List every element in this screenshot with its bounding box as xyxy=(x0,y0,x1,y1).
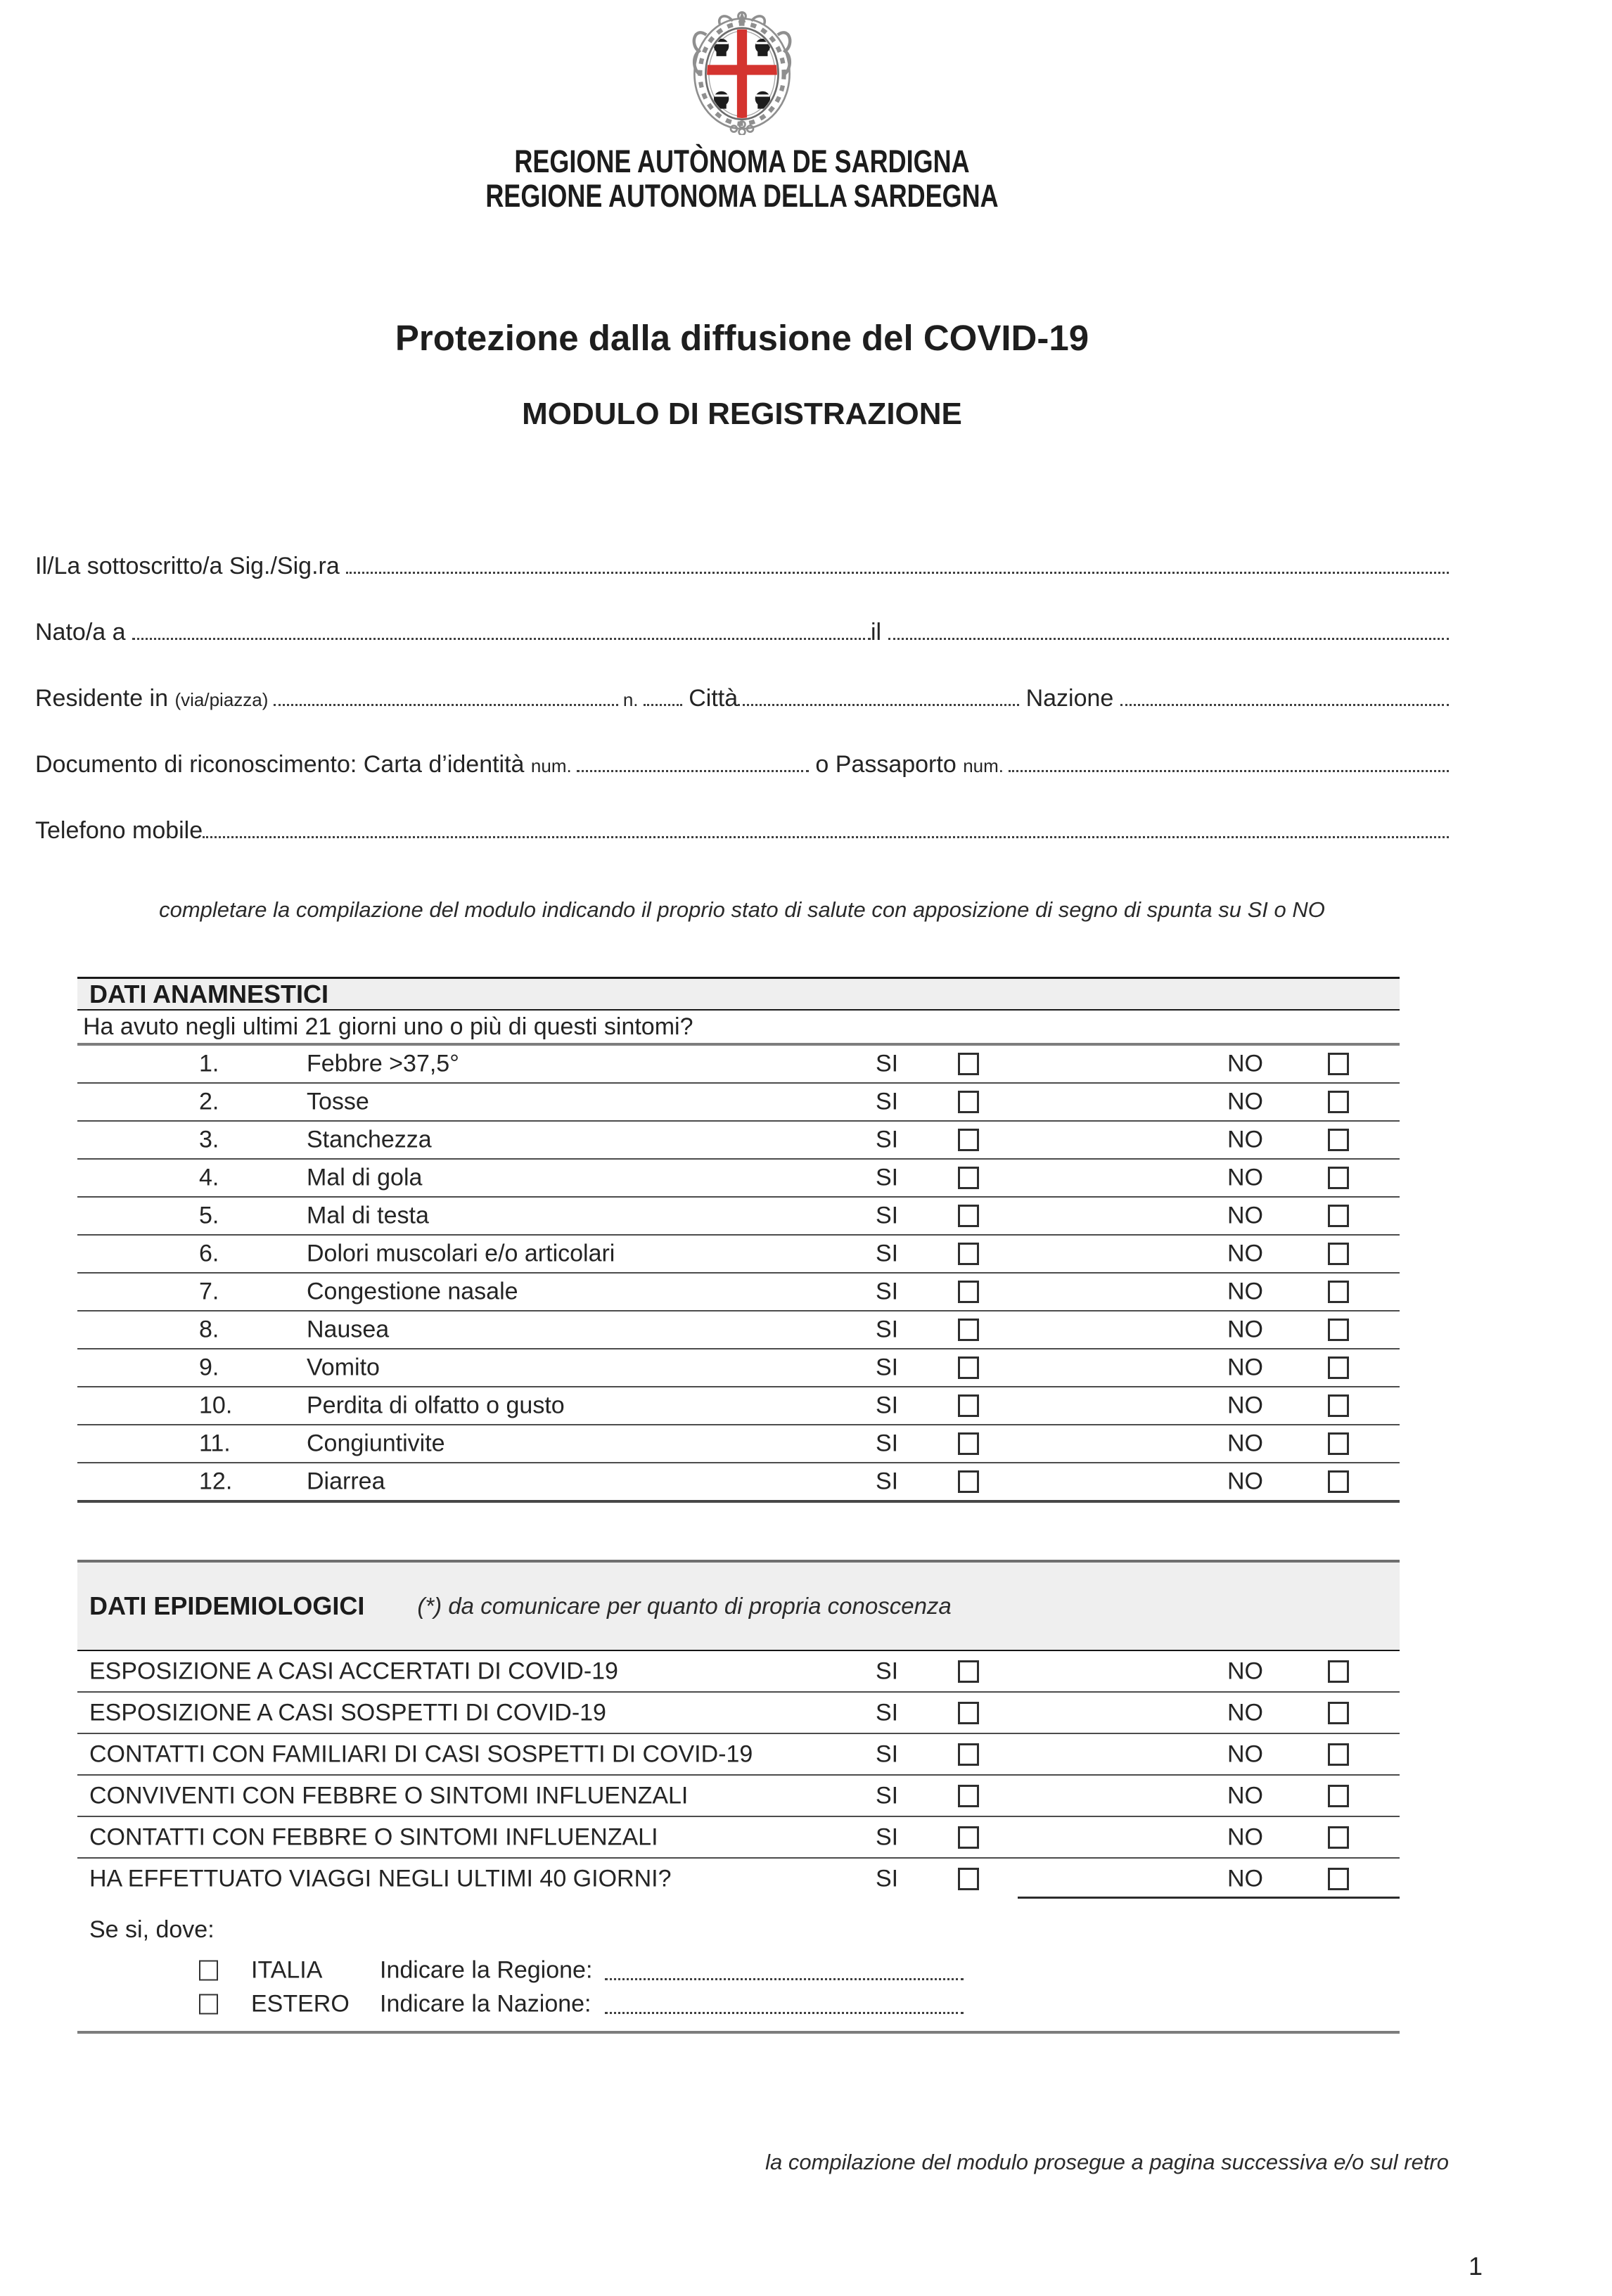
yes-label: SI xyxy=(876,1050,899,1077)
symptom-label: Congestione nasale xyxy=(307,1278,518,1305)
travel-option-detail: Indicare la Regione: xyxy=(380,1956,593,1984)
footer-note: la compilazione del modulo prosegue a pagina successiva e/o sul retro xyxy=(765,2150,1449,2174)
epidemiological-label: CONVIVENTI CON FEBBRE O SINTOMI INFLUENZALI xyxy=(89,1782,689,1809)
travel-option-row xyxy=(77,1987,1400,2021)
yes-label: SI xyxy=(876,1164,899,1191)
no-label: NO xyxy=(1227,1782,1263,1809)
yes-label: SI xyxy=(876,1392,899,1419)
epidemiological-label: CONTATTI CON FEBBRE O SINTOMI INFLUENZALI xyxy=(89,1823,658,1850)
fill-in-line[interactable] xyxy=(346,552,1449,574)
symptom-row xyxy=(77,1349,1400,1387)
yes-checkbox[interactable] xyxy=(958,1205,979,1227)
row-number: 2. xyxy=(199,1088,219,1115)
no-checkbox[interactable] xyxy=(1328,1319,1349,1341)
symptom-row xyxy=(77,1046,1400,1084)
field-line-documento xyxy=(35,750,1449,778)
epidemiological-label: ESPOSIZIONE A CASI SOSPETTI DI COVID-19 xyxy=(89,1699,606,1726)
row-number: 11. xyxy=(199,1430,231,1457)
symptom-label: Perdita di olfatto o gusto xyxy=(307,1392,565,1419)
form-subtitle: MODULO DI REGISTRAZIONE xyxy=(522,397,962,431)
symptom-label: Mal di testa xyxy=(307,1202,429,1229)
travel-fill-in-line[interactable] xyxy=(605,2012,964,2014)
yes-label: SI xyxy=(876,1202,899,1229)
no-checkbox[interactable] xyxy=(1328,1868,1349,1890)
no-checkbox[interactable] xyxy=(1328,1826,1349,1849)
org-line-1: REGIONE AUTÒNOMA DE SARDIGNA xyxy=(514,143,970,179)
travel-option-label: ITALIA xyxy=(251,1956,323,1984)
yes-checkbox[interactable] xyxy=(958,1432,979,1455)
epidemiological-row xyxy=(77,1693,1400,1734)
field-small-label: n. xyxy=(618,689,644,710)
fill-in-line[interactable] xyxy=(1009,750,1449,772)
yes-checkbox[interactable] xyxy=(958,1357,979,1379)
field-label: Telefono mobile xyxy=(35,817,203,844)
no-checkbox[interactable] xyxy=(1328,1702,1349,1724)
epidemiological-section-note: (*) da comunicare per quanto di propria conoscenza xyxy=(417,1593,952,1619)
symptom-row xyxy=(77,1084,1400,1122)
field-line-sottoscritto xyxy=(35,552,1449,580)
no-checkbox[interactable] xyxy=(1328,1357,1349,1379)
fill-in-line[interactable] xyxy=(203,816,1449,838)
field-small-label: num. xyxy=(963,755,1009,776)
no-label: NO xyxy=(1227,1126,1263,1153)
fill-in-line[interactable] xyxy=(132,618,871,640)
epidemiological-section-title: DATI EPIDEMIOLOGICI xyxy=(89,1591,365,1620)
yes-label: SI xyxy=(876,1657,899,1684)
symptom-row xyxy=(77,1463,1400,1503)
yes-checkbox[interactable] xyxy=(958,1281,979,1303)
yes-checkbox[interactable] xyxy=(958,1243,979,1265)
no-checkbox[interactable] xyxy=(1328,1394,1349,1417)
symptom-row xyxy=(77,1236,1400,1274)
travel-option-checkbox[interactable] xyxy=(199,1961,218,1981)
travel-option-checkbox[interactable] xyxy=(199,1994,218,2015)
travel-options xyxy=(77,1954,1400,2021)
yes-label: SI xyxy=(876,1278,899,1305)
symptom-label: Diarrea xyxy=(307,1468,385,1495)
symptom-row xyxy=(77,1160,1400,1198)
no-checkbox[interactable] xyxy=(1328,1205,1349,1227)
row-number: 7. xyxy=(199,1278,219,1305)
travel-option-detail: Indicare la Nazione: xyxy=(380,1990,591,2018)
symptom-row xyxy=(77,1425,1400,1463)
no-checkbox[interactable] xyxy=(1328,1743,1349,1766)
org-name-block xyxy=(35,144,1449,213)
no-checkbox[interactable] xyxy=(1328,1129,1349,1151)
field-label: Città xyxy=(682,685,738,712)
field-line-nato xyxy=(35,618,1449,646)
row-number: 12. xyxy=(199,1468,233,1495)
epidemiological-label: CONTATTI CON FAMILIARI DI CASI SOSPETTI DI COVID-19 xyxy=(89,1740,753,1767)
no-label: NO xyxy=(1227,1823,1263,1850)
yes-checkbox[interactable] xyxy=(958,1826,979,1849)
travel-block xyxy=(77,1917,1400,2034)
field-line-residente xyxy=(35,684,1449,712)
field-line-telefono xyxy=(35,816,1449,845)
epidemiological-section xyxy=(77,1560,1400,2034)
yes-label: SI xyxy=(876,1088,899,1115)
row-number: 3. xyxy=(199,1126,219,1153)
yes-label: SI xyxy=(876,1699,899,1726)
epidemiological-header-bar xyxy=(77,1560,1400,1651)
page-content xyxy=(35,0,1449,2175)
yes-label: SI xyxy=(876,1823,899,1850)
yes-checkbox[interactable] xyxy=(958,1394,979,1417)
yes-checkbox[interactable] xyxy=(958,1470,979,1493)
yes-checkbox[interactable] xyxy=(958,1868,979,1890)
travel-prompt: Se si, dove: xyxy=(89,1916,215,1943)
epidemiological-table xyxy=(77,1651,1400,1899)
no-checkbox[interactable] xyxy=(1328,1785,1349,1807)
personal-data-fields xyxy=(35,552,1449,845)
anamnestic-section xyxy=(77,977,1400,1503)
epidemiological-label: HA EFFETTUATO VIAGGI NEGLI ULTIMI 40 GIORNI? xyxy=(89,1865,672,1892)
header-logo-wrap xyxy=(35,10,1449,139)
symptom-label: Tosse xyxy=(307,1088,369,1115)
yes-label: SI xyxy=(876,1240,899,1267)
yes-label: SI xyxy=(876,1354,899,1381)
field-small-label: num. xyxy=(530,755,577,776)
symptom-label: Vomito xyxy=(307,1354,380,1381)
field-label: il xyxy=(870,619,888,646)
yes-label: SI xyxy=(876,1782,899,1809)
org-line-2: REGIONE AUTONOMA DELLA SARDEGNA xyxy=(485,178,999,214)
field-label: o Passaporto xyxy=(808,751,964,778)
row-number: 6. xyxy=(199,1240,219,1267)
symptom-table xyxy=(77,1043,1400,1503)
fill-in-line[interactable] xyxy=(577,750,809,772)
no-label: NO xyxy=(1227,1468,1263,1495)
no-label: NO xyxy=(1227,1050,1263,1077)
symptom-row xyxy=(77,1274,1400,1311)
yes-checkbox[interactable] xyxy=(958,1702,979,1724)
field-label: Nato/a a xyxy=(35,619,132,646)
no-checkbox[interactable] xyxy=(1328,1091,1349,1113)
symptom-label: Dolori muscolari e/o articolari xyxy=(307,1240,615,1267)
no-label: NO xyxy=(1227,1202,1263,1229)
epidemiological-row xyxy=(77,1817,1400,1859)
yes-label: SI xyxy=(876,1126,899,1153)
row-number: 4. xyxy=(199,1164,219,1191)
yes-label: SI xyxy=(876,1468,899,1495)
anamnestic-header-bar xyxy=(77,977,1400,1011)
anamnestic-question: Ha avuto negli ultimi 21 giorni uno o più di questi sintomi? xyxy=(83,1013,693,1040)
symptom-label: Congiuntivite xyxy=(307,1430,445,1457)
field-small-label: (via/piazza) xyxy=(174,689,274,710)
no-label: NO xyxy=(1227,1088,1263,1115)
yes-checkbox[interactable] xyxy=(958,1319,979,1341)
fill-in-line[interactable] xyxy=(644,684,682,706)
instruction-note: completare la compilazione del modulo indicando il proprio stato di salute con apposizione di segno di spunta su SI o NO xyxy=(159,897,1325,922)
symptom-label: Febbre >37,5° xyxy=(307,1050,459,1077)
field-label: Residente in xyxy=(35,685,175,712)
no-label: NO xyxy=(1227,1865,1263,1892)
symptom-row xyxy=(77,1198,1400,1236)
no-label: NO xyxy=(1227,1240,1263,1267)
form-title: Protezione dalla diffusione del COVID-19 xyxy=(395,318,1089,358)
row-number: 8. xyxy=(199,1316,219,1343)
no-label: NO xyxy=(1227,1392,1263,1419)
yes-checkbox[interactable] xyxy=(958,1660,979,1683)
epidemiological-row xyxy=(77,1859,1400,1899)
anamnestic-section-title: DATI ANAMNESTICI xyxy=(89,979,328,1008)
symptom-label: Stanchezza xyxy=(307,1126,432,1153)
no-checkbox[interactable] xyxy=(1328,1053,1349,1075)
no-checkbox[interactable] xyxy=(1328,1432,1349,1455)
sardinia-coat-of-arms-icon xyxy=(689,10,795,135)
fill-in-line[interactable] xyxy=(274,684,618,706)
yes-label: SI xyxy=(876,1865,899,1892)
no-checkbox[interactable] xyxy=(1328,1470,1349,1493)
epidemiological-label: ESPOSIZIONE A CASI ACCERTATI DI COVID-19 xyxy=(89,1657,618,1684)
travel-fill-in-line[interactable] xyxy=(605,1978,964,1980)
no-label: NO xyxy=(1227,1699,1263,1726)
no-label: NO xyxy=(1227,1354,1263,1381)
no-checkbox[interactable] xyxy=(1328,1243,1349,1265)
no-checkbox[interactable] xyxy=(1328,1660,1349,1683)
yes-checkbox[interactable] xyxy=(958,1785,979,1807)
no-label: NO xyxy=(1227,1657,1263,1684)
symptom-row xyxy=(77,1122,1400,1160)
no-label: NO xyxy=(1227,1164,1263,1191)
yes-checkbox[interactable] xyxy=(958,1129,979,1151)
row-number: 9. xyxy=(199,1354,219,1381)
epidemiological-row xyxy=(77,1651,1400,1693)
symptom-row xyxy=(77,1311,1400,1349)
yes-label: SI xyxy=(876,1316,899,1343)
field-label: Documento di riconoscimento: Carta d’identità xyxy=(35,751,531,778)
yes-checkbox[interactable] xyxy=(958,1053,979,1075)
no-checkbox[interactable] xyxy=(1328,1167,1349,1189)
symptom-row xyxy=(77,1387,1400,1425)
fill-in-line[interactable] xyxy=(1120,684,1449,706)
page-number: 1 xyxy=(1469,2252,1483,2281)
symptom-label: Mal di gola xyxy=(307,1164,423,1191)
no-label: NO xyxy=(1227,1278,1263,1305)
travel-option-row xyxy=(77,1954,1400,1987)
field-label: Nazione xyxy=(1019,685,1120,712)
yes-label: SI xyxy=(876,1430,899,1457)
no-label: NO xyxy=(1227,1740,1263,1767)
epidemiological-row xyxy=(77,1734,1400,1776)
no-checkbox[interactable] xyxy=(1328,1281,1349,1303)
yes-checkbox[interactable] xyxy=(958,1167,979,1189)
fill-in-line[interactable] xyxy=(888,618,1449,640)
row-number: 5. xyxy=(199,1202,219,1229)
row-number: 10. xyxy=(199,1392,233,1419)
fill-in-line[interactable] xyxy=(738,684,1019,706)
symptom-label: Nausea xyxy=(307,1316,390,1343)
field-label: Il/La sottoscritto/a Sig./Sig.ra xyxy=(35,553,347,579)
no-label: NO xyxy=(1227,1316,1263,1343)
yes-checkbox[interactable] xyxy=(958,1743,979,1766)
epidemiological-row xyxy=(77,1776,1400,1817)
yes-checkbox[interactable] xyxy=(958,1091,979,1113)
travel-option-label: ESTERO xyxy=(251,1990,350,2018)
no-label: NO xyxy=(1227,1430,1263,1457)
row-number: 1. xyxy=(199,1050,219,1077)
yes-label: SI xyxy=(876,1740,899,1767)
